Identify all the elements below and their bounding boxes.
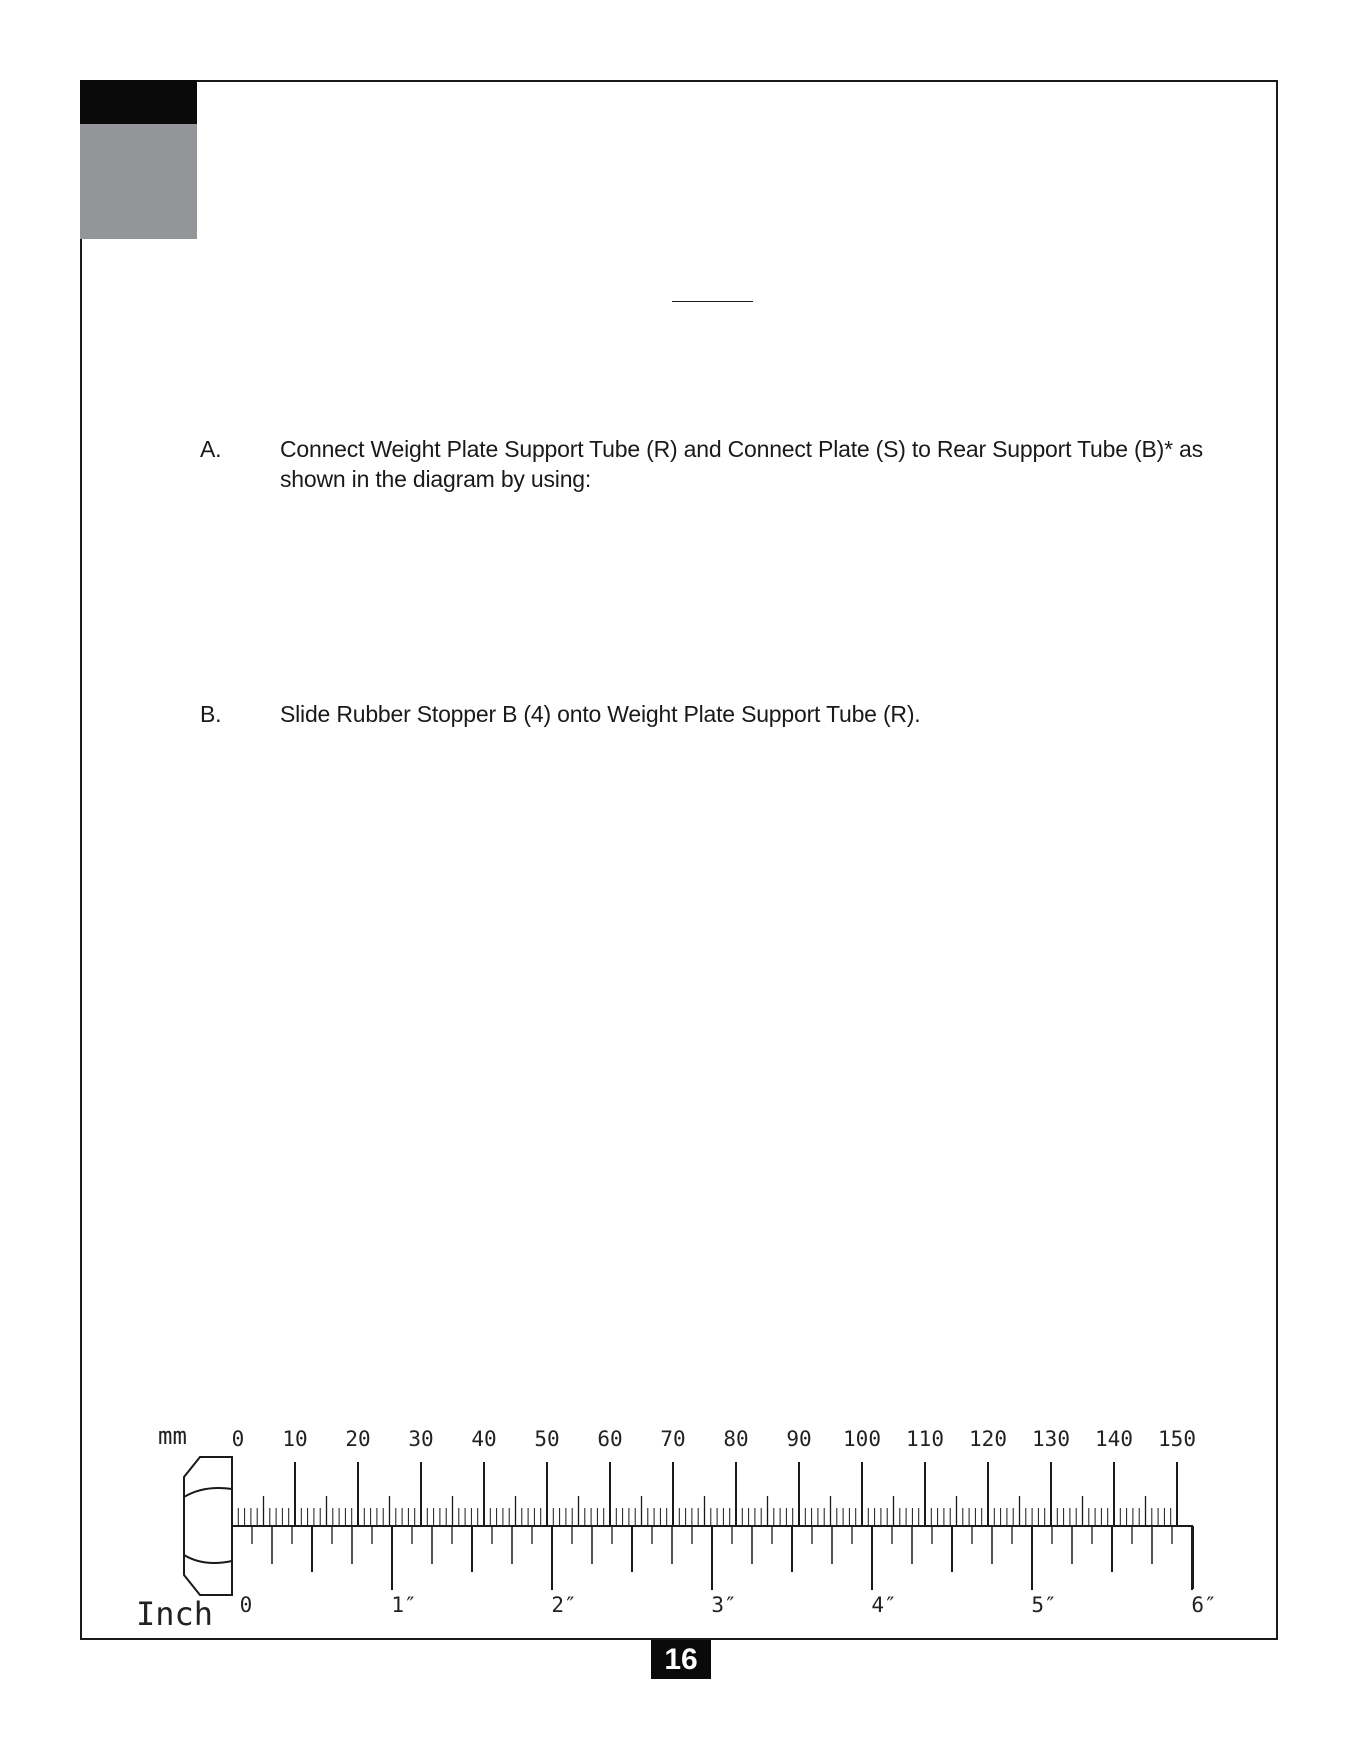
inch-tick-label: 6″ — [1191, 1593, 1217, 1617]
mm-unit-label: mm — [158, 1422, 187, 1450]
inch-tick-marks — [252, 1526, 1192, 1590]
inch-tick-label: 3″ — [711, 1593, 737, 1617]
mm-tick-label: 0 — [231, 1427, 245, 1451]
step-b-letter: B. — [200, 701, 222, 727]
inch-tick-label: 0 — [239, 1593, 253, 1617]
mm-tick-label: 20 — [345, 1427, 371, 1451]
mm-tick-label: 70 — [660, 1427, 686, 1451]
mm-tick-label: 110 — [906, 1427, 944, 1451]
mm-tick-label: 150 — [1158, 1427, 1196, 1451]
inch-tick-label: 1″ — [391, 1593, 417, 1617]
mm-tick-label: 120 — [969, 1427, 1007, 1451]
page-number: 16 — [651, 1640, 711, 1679]
mm-tick-marks — [232, 1462, 1177, 1526]
mm-tick-label: 50 — [534, 1427, 560, 1451]
mm-tick-label: 30 — [408, 1427, 434, 1451]
inch-tick-label: 2″ — [551, 1593, 577, 1617]
step-a-letter: A. — [200, 436, 222, 462]
mm-tick-label: 10 — [282, 1427, 308, 1451]
inch-tick-label: 5″ — [1031, 1593, 1057, 1617]
mm-tick-label: 130 — [1032, 1427, 1070, 1451]
mm-tick-label: 100 — [843, 1427, 881, 1451]
mm-tick-label: 140 — [1095, 1427, 1133, 1451]
inch-tick-label: 4″ — [871, 1593, 897, 1617]
mm-tick-label: 60 — [597, 1427, 623, 1451]
bolt-head-icon — [184, 1457, 232, 1595]
mm-tick-label: 80 — [723, 1427, 749, 1451]
inch-unit-label: Inch — [136, 1595, 214, 1633]
mm-tick-labels — [232, 1427, 1196, 1451]
step-a-text: Connect Weight Plate Support Tube (R) and Connect Plate (S) to Rear Support Tube (B)* as shown in the diagram by using: — [280, 436, 1203, 492]
inch-tick-labels — [240, 1593, 1217, 1617]
mm-tick-label: 90 — [786, 1427, 812, 1451]
step-b-text: Slide Rubber Stopper B (4) onto Weight Plate Support Tube (R). — [280, 701, 921, 727]
mm-tick-label: 40 — [471, 1427, 497, 1451]
